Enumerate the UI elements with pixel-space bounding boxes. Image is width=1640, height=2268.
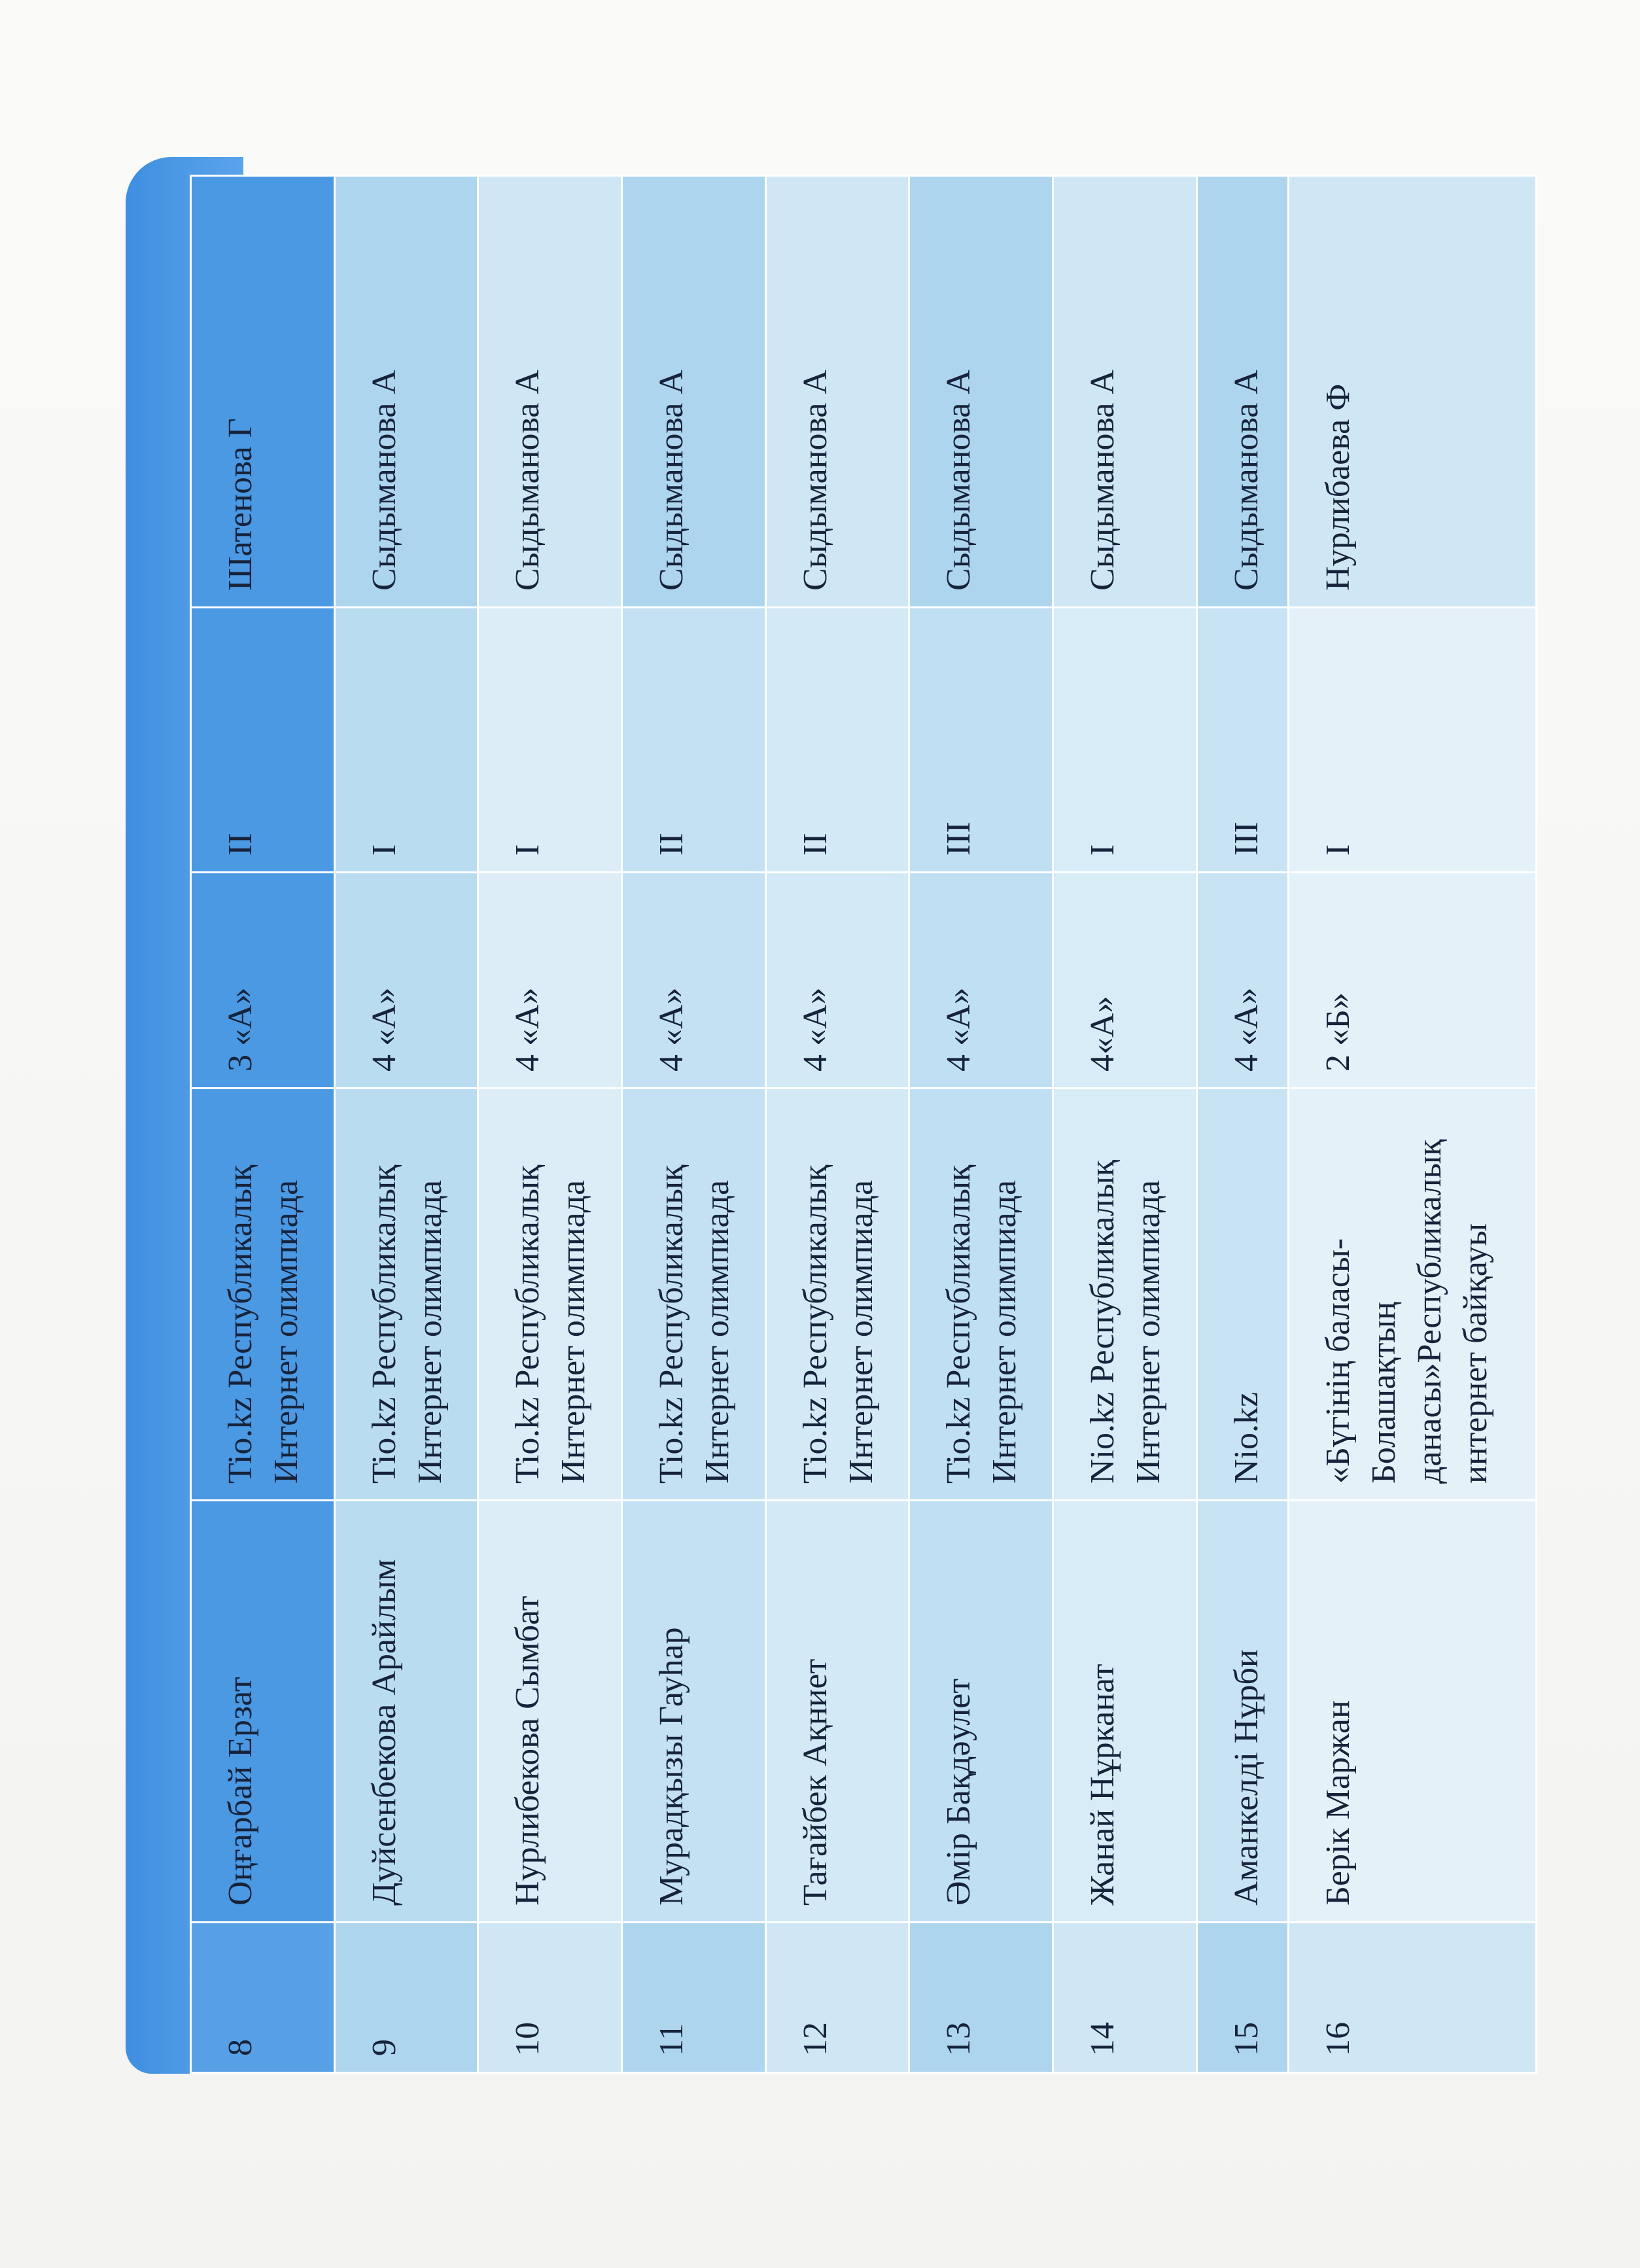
row-number: 13 <box>909 1923 1053 2073</box>
row-number: 15 <box>1196 1923 1288 2073</box>
teacher-name: Сыдыманова А <box>1053 176 1197 608</box>
place-awarded: II <box>622 608 766 873</box>
teacher-name: Сыдыманова А <box>909 176 1053 608</box>
teacher-name: Сыдыманова А <box>478 176 622 608</box>
competition-name: Tio.kz Республикалық Интернет олимпиада <box>909 1089 1053 1501</box>
teacher-name: Сыдыманова А <box>622 176 766 608</box>
student-name: Берік Маржан <box>1288 1501 1536 1923</box>
student-name: Жанай Нұрканат <box>1053 1501 1197 1923</box>
row-number: 8 <box>191 1923 335 2073</box>
class-grade: 2 «Б» <box>1288 873 1536 1089</box>
class-grade: 4 «А» <box>909 873 1053 1089</box>
row-number: 10 <box>478 1923 622 2073</box>
student-name: Тағайбек Ақниет <box>765 1501 909 1923</box>
rotated-table-wrapper <box>190 177 1537 2074</box>
row-number: 11 <box>622 1923 766 2073</box>
competition-name: «Бүгінің баласы-Болашақтың данасы»Республикалық интернет байқауы <box>1288 1089 1536 1501</box>
class-grade: 4«А» <box>1053 873 1197 1089</box>
place-awarded: III <box>1196 608 1288 873</box>
student-name: Дуйсенбекова Арайлым <box>334 1501 478 1923</box>
place-awarded: I <box>334 608 478 873</box>
teacher-name: Сыдыманова А <box>765 176 909 608</box>
student-name: Оңғарбай Ерзат <box>191 1501 335 1923</box>
class-grade: 4 «А» <box>478 873 622 1089</box>
table-row <box>478 176 622 2073</box>
class-grade: 3 «А» <box>191 873 335 1089</box>
awards-table <box>190 175 1537 2074</box>
student-name: Аманкелді Нұрби <box>1196 1501 1288 1923</box>
class-grade: 4 «А» <box>622 873 766 1089</box>
table-row <box>191 176 335 2073</box>
class-grade: 4 «А» <box>765 873 909 1089</box>
table-row <box>334 176 478 2073</box>
class-grade: 4 «А» <box>1196 873 1288 1089</box>
teacher-name: Нурлибаева Ф <box>1288 176 1536 608</box>
competition-name: Tio.kz Республикалық Интернет олимпиада <box>478 1089 622 1501</box>
place-awarded: III <box>909 608 1053 873</box>
student-name: Мурадқызы Гауһар <box>622 1501 766 1923</box>
class-grade: 4 «А» <box>334 873 478 1089</box>
row-number: 16 <box>1288 1923 1536 2073</box>
teacher-name: Сыдыманова А <box>1196 176 1288 608</box>
place-awarded: II <box>191 608 335 873</box>
student-name: Әмір Бақдәулет <box>909 1501 1053 1923</box>
table-row <box>1053 176 1197 2073</box>
table-row <box>1196 176 1288 2073</box>
place-awarded: II <box>765 608 909 873</box>
competition-name: Nio.kz Республикалық Интернет олимпиада <box>1053 1089 1197 1501</box>
table-row <box>1288 176 1536 2073</box>
competition-name: Tio.kz Республикалық Интернет олимпиада <box>191 1089 335 1501</box>
table-row <box>909 176 1053 2073</box>
teacher-name: Шатенова Г <box>191 176 335 608</box>
place-awarded: I <box>1053 608 1197 873</box>
teacher-name: Сыдыманова А <box>334 176 478 608</box>
competition-name: Nio.kz <box>1196 1089 1288 1501</box>
row-number: 14 <box>1053 1923 1197 2073</box>
row-number: 9 <box>334 1923 478 2073</box>
competition-name: Tio.kz Республикалық Интернет олимпиада <box>334 1089 478 1501</box>
place-awarded: I <box>1288 608 1536 873</box>
table-row <box>765 176 909 2073</box>
place-awarded: I <box>478 608 622 873</box>
table-row <box>622 176 766 2073</box>
student-name: Нурлибекова Сымбат <box>478 1501 622 1923</box>
competition-name: Tio.kz Республикалық Интернет олимпиада <box>765 1089 909 1501</box>
competition-name: Tio.kz Республикалық Интернет олимпиада <box>622 1089 766 1501</box>
row-number: 12 <box>765 1923 909 2073</box>
